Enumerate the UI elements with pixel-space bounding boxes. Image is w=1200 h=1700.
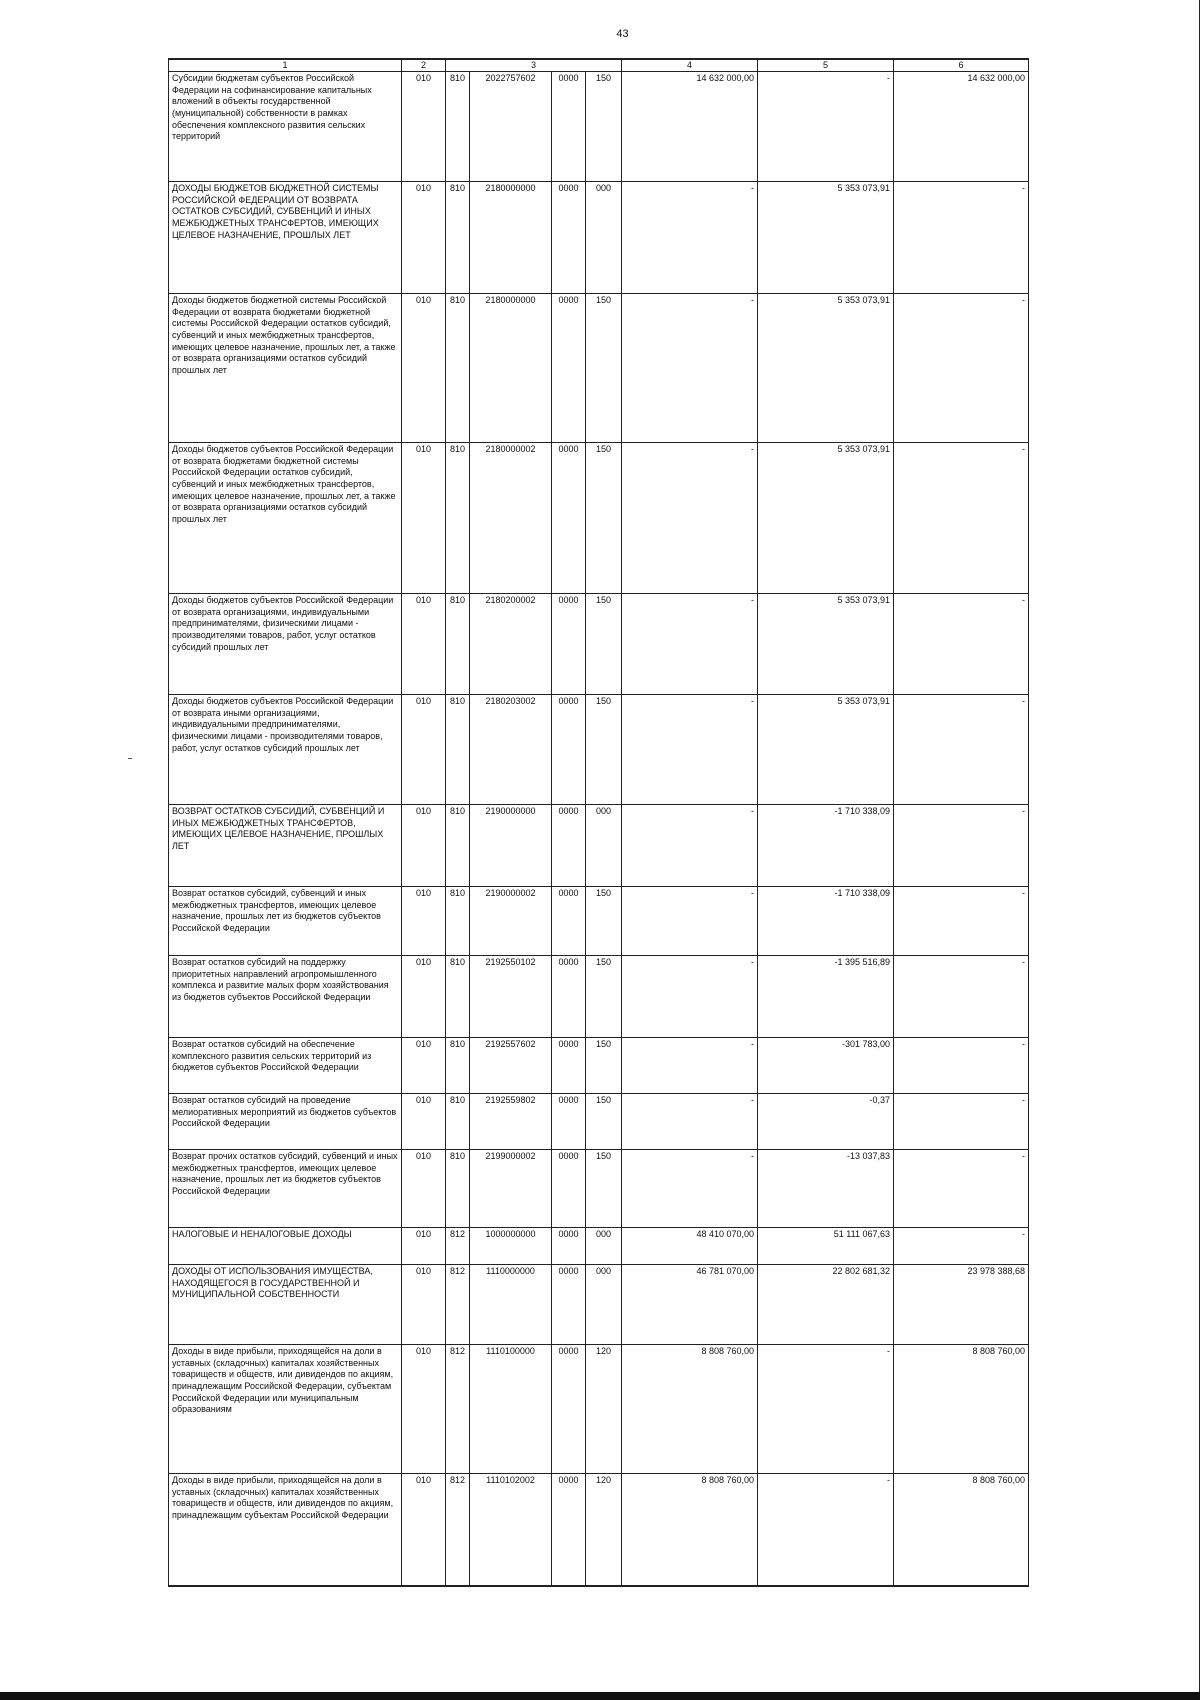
row-name: Возврат остатков субсидий на проведение мелиоративных мероприятий из бюджетов субъектов Российской Федерации bbox=[169, 1094, 402, 1150]
row-executed: 5 353 073,91 bbox=[758, 443, 894, 594]
row-kbk-code: 1110000000 bbox=[470, 1265, 552, 1345]
row-unexecuted: 23 978 388,68 bbox=[894, 1265, 1029, 1345]
row-name: ДОХОДЫ ОТ ИСПОЛЬЗОВАНИЯ ИМУЩЕСТВА, НАХОДЯЩЕГОСЯ В ГОСУДАРСТВЕННОЙ И МУНИЦИПАЛЬНОЙ СОБСТВЕННОСТИ bbox=[169, 1265, 402, 1345]
row-name: ДОХОДЫ БЮДЖЕТОВ БЮДЖЕТНОЙ СИСТЕМЫ РОССИЙСКОЙ ФЕДЕРАЦИИ ОТ ВОЗВРАТА ОСТАТКОВ СУБСИДИЙ, СУБВЕНЦИЙ И ИНЫХ МЕЖБЮДЖЕТНЫХ ТРАНСФЕРТОВ, ИМЕЮЩИХ ЦЕЛЕВОЕ НАЗНАЧЕНИЕ, ПРОШЛЫХ ЛЕТ bbox=[169, 182, 402, 294]
table-row bbox=[169, 72, 1029, 182]
scan-mark bbox=[128, 758, 132, 759]
table-row bbox=[169, 956, 1029, 1038]
row-approved: - bbox=[622, 887, 758, 956]
row-unexecuted: - bbox=[894, 443, 1029, 594]
row-executed: 5 353 073,91 bbox=[758, 294, 894, 443]
row-name: Доходы бюджетов субъектов Российской Федерации от возврата бюджетами бюджетной системы Российской Федерации остатков субсидий, субвенций и иных межбюджетных трансфертов, имеющих целевое назначение, прошлых лет, а также от возврата организациями остатков субсидий прошлых лет bbox=[169, 443, 402, 594]
row-executed: -1 395 516,89 bbox=[758, 956, 894, 1038]
row-name: НАЛОГОВЫЕ И НЕНАЛОГОВЫЕ ДОХОДЫ bbox=[169, 1228, 402, 1265]
row-admin-code: 810 bbox=[446, 1094, 470, 1150]
table-row bbox=[169, 1228, 1029, 1265]
row-program-code: 0000 bbox=[552, 887, 586, 956]
row-kbk-code: 1000000000 bbox=[470, 1228, 552, 1265]
row-admin-code: 810 bbox=[446, 1038, 470, 1094]
header-col-3: 3 bbox=[446, 59, 622, 72]
row-admin-code: 810 bbox=[446, 72, 470, 182]
row-program-code: 0000 bbox=[552, 1228, 586, 1265]
row-unexecuted: - bbox=[894, 182, 1029, 294]
row-type-code: 120 bbox=[586, 1474, 622, 1586]
row-approved: 14 632 000,00 bbox=[622, 72, 758, 182]
row-admin-code: 812 bbox=[446, 1265, 470, 1345]
row-program-code: 0000 bbox=[552, 1150, 586, 1228]
header-col-2: 2 bbox=[402, 59, 446, 72]
page-number: 43 bbox=[616, 28, 629, 40]
row-executed: 5 353 073,91 bbox=[758, 182, 894, 294]
row-program-code: 0000 bbox=[552, 1474, 586, 1586]
row-approved: - bbox=[622, 956, 758, 1038]
row-unexecuted: - bbox=[894, 887, 1029, 956]
row-admin-code: 810 bbox=[446, 294, 470, 443]
row-program-code: 0000 bbox=[552, 956, 586, 1038]
row-admin-code: 810 bbox=[446, 594, 470, 695]
row-unexecuted: - bbox=[894, 956, 1029, 1038]
row-approved: 8 808 760,00 bbox=[622, 1474, 758, 1586]
row-name: Доходы бюджетов субъектов Российской Федерации от возврата иными организациями, индивидуальными предпринимателями, физическими лицами - производителями товаров, работ, услуг остатков субсидий прошлых лет bbox=[169, 695, 402, 805]
row-approved: - bbox=[622, 1094, 758, 1150]
row-unexecuted: - bbox=[894, 1150, 1029, 1228]
row-unexecuted: 8 808 760,00 bbox=[894, 1474, 1029, 1586]
row-code: 010 bbox=[402, 887, 446, 956]
row-kbk-code: 2180000000 bbox=[470, 294, 552, 443]
table-row bbox=[169, 182, 1029, 294]
row-name: Возврат остатков субсидий на обеспечение комплексного развития сельских территорий из бюджетов субъектов Российской Федерации bbox=[169, 1038, 402, 1094]
row-program-code: 0000 bbox=[552, 594, 586, 695]
row-code: 010 bbox=[402, 72, 446, 182]
row-kbk-code: 2190000002 bbox=[470, 887, 552, 956]
row-unexecuted: 14 632 000,00 bbox=[894, 72, 1029, 182]
row-code: 010 bbox=[402, 594, 446, 695]
row-admin-code: 810 bbox=[446, 443, 470, 594]
row-executed: 5 353 073,91 bbox=[758, 695, 894, 805]
row-code: 010 bbox=[402, 1228, 446, 1265]
row-program-code: 0000 bbox=[552, 1094, 586, 1150]
row-kbk-code: 2192550102 bbox=[470, 956, 552, 1038]
row-program-code: 0000 bbox=[552, 805, 586, 887]
row-executed: -1 710 338,09 bbox=[758, 805, 894, 887]
row-type-code: 150 bbox=[586, 443, 622, 594]
row-code: 010 bbox=[402, 956, 446, 1038]
table-row bbox=[169, 1265, 1029, 1345]
row-executed: 51 111 067,63 bbox=[758, 1228, 894, 1265]
table-row bbox=[169, 887, 1029, 956]
row-unexecuted: - bbox=[894, 1228, 1029, 1265]
row-executed: -0,37 bbox=[758, 1094, 894, 1150]
row-approved: 48 410 070,00 bbox=[622, 1228, 758, 1265]
header-col-5: 5 bbox=[758, 59, 894, 72]
row-executed: -1 710 338,09 bbox=[758, 887, 894, 956]
row-program-code: 0000 bbox=[552, 1345, 586, 1474]
row-approved: - bbox=[622, 1038, 758, 1094]
row-type-code: 000 bbox=[586, 182, 622, 294]
row-name: Доходы в виде прибыли, приходящейся на доли в уставных (складочных) капиталах хозяйственных товариществ и обществ, или дивидендов по акциям, принадлежащим субъектам Российской Федерации bbox=[169, 1474, 402, 1586]
revenue-table bbox=[168, 58, 1029, 1587]
table-row bbox=[169, 1474, 1029, 1586]
row-admin-code: 810 bbox=[446, 1150, 470, 1228]
row-unexecuted: - bbox=[894, 1094, 1029, 1150]
row-program-code: 0000 bbox=[552, 1265, 586, 1345]
row-approved: 46 781 070,00 bbox=[622, 1265, 758, 1345]
row-approved: - bbox=[622, 182, 758, 294]
row-name: Возврат остатков субсидий на поддержку приоритетных направлений агропромышленного комплекса и развитие малых форм хозяйствования из бюджетов субъектов Российской Федерации bbox=[169, 956, 402, 1038]
row-admin-code: 810 bbox=[446, 887, 470, 956]
row-unexecuted: - bbox=[894, 294, 1029, 443]
row-approved: 8 808 760,00 bbox=[622, 1345, 758, 1474]
row-executed: - bbox=[758, 72, 894, 182]
table-row bbox=[169, 1038, 1029, 1094]
row-approved: - bbox=[622, 294, 758, 443]
row-kbk-code: 1110102002 bbox=[470, 1474, 552, 1586]
scan-edge-bottom bbox=[0, 1692, 1200, 1700]
row-admin-code: 810 bbox=[446, 956, 470, 1038]
row-name: Субсидии бюджетам субъектов Российской Федерации на софинансирование капитальных вложений в объекты государственной (муниципальной) собственности в рамках обеспечения комплексного развития сельских территорий bbox=[169, 72, 402, 182]
row-unexecuted: - bbox=[894, 805, 1029, 887]
row-type-code: 000 bbox=[586, 1228, 622, 1265]
row-name: ВОЗВРАТ ОСТАТКОВ СУБСИДИЙ, СУБВЕНЦИЙ И ИНЫХ МЕЖБЮДЖЕТНЫХ ТРАНСФЕРТОВ, ИМЕЮЩИХ ЦЕЛЕВОЕ НАЗНАЧЕНИЕ, ПРОШЛЫХ ЛЕТ bbox=[169, 805, 402, 887]
row-approved: - bbox=[622, 443, 758, 594]
row-code: 010 bbox=[402, 1150, 446, 1228]
row-program-code: 0000 bbox=[552, 72, 586, 182]
row-unexecuted: - bbox=[894, 594, 1029, 695]
table-row bbox=[169, 695, 1029, 805]
row-type-code: 150 bbox=[586, 1038, 622, 1094]
row-kbk-code: 2180000000 bbox=[470, 182, 552, 294]
row-code: 010 bbox=[402, 1265, 446, 1345]
row-type-code: 150 bbox=[586, 72, 622, 182]
row-program-code: 0000 bbox=[552, 1038, 586, 1094]
row-code: 010 bbox=[402, 182, 446, 294]
row-kbk-code: 2180200002 bbox=[470, 594, 552, 695]
header-row bbox=[169, 59, 1029, 72]
table-row bbox=[169, 594, 1029, 695]
row-program-code: 0000 bbox=[552, 182, 586, 294]
row-kbk-code: 2192559802 bbox=[470, 1094, 552, 1150]
row-admin-code: 810 bbox=[446, 805, 470, 887]
row-name: Возврат остатков субсидий, субвенций и иных межбюджетных трансфертов, имеющих целевое назначение, прошлых лет из бюджетов субъектов Российской Федерации bbox=[169, 887, 402, 956]
row-type-code: 150 bbox=[586, 294, 622, 443]
row-code: 010 bbox=[402, 1038, 446, 1094]
row-executed: -301 783,00 bbox=[758, 1038, 894, 1094]
row-unexecuted: - bbox=[894, 695, 1029, 805]
row-kbk-code: 2190000000 bbox=[470, 805, 552, 887]
row-program-code: 0000 bbox=[552, 443, 586, 594]
row-executed: - bbox=[758, 1474, 894, 1586]
row-kbk-code: 1110100000 bbox=[470, 1345, 552, 1474]
row-kbk-code: 2199000002 bbox=[470, 1150, 552, 1228]
row-type-code: 150 bbox=[586, 695, 622, 805]
row-unexecuted: - bbox=[894, 1038, 1029, 1094]
row-approved: - bbox=[622, 1150, 758, 1228]
table-row bbox=[169, 1150, 1029, 1228]
row-type-code: 000 bbox=[586, 805, 622, 887]
row-type-code: 150 bbox=[586, 594, 622, 695]
row-name: Возврат прочих остатков субсидий, субвенций и иных межбюджетных трансфертов, имеющих целевое назначение, прошлых лет из бюджетов субъектов Российской Федерации bbox=[169, 1150, 402, 1228]
row-program-code: 0000 bbox=[552, 695, 586, 805]
row-name: Доходы бюджетов субъектов Российской Федерации от возврата организациями, индивидуальными предпринимателями, физическими лицами - производителями товаров, работ, услуг остатков субсидий прошлых лет bbox=[169, 594, 402, 695]
row-executed: - bbox=[758, 1345, 894, 1474]
row-type-code: 000 bbox=[586, 1265, 622, 1345]
row-approved: - bbox=[622, 594, 758, 695]
header-col-6: 6 bbox=[894, 59, 1029, 72]
table-row bbox=[169, 805, 1029, 887]
row-type-code: 150 bbox=[586, 1094, 622, 1150]
row-code: 010 bbox=[402, 1345, 446, 1474]
row-code: 010 bbox=[402, 1474, 446, 1586]
row-approved: - bbox=[622, 805, 758, 887]
row-name: Доходы в виде прибыли, приходящейся на доли в уставных (складочных) капиталах хозяйственных товариществ и обществ, или дивидендов по акциям, принадлежащим Российской Федерации, субъектам Российской Федерации или муниципальным образованиям bbox=[169, 1345, 402, 1474]
row-kbk-code: 2192557602 bbox=[470, 1038, 552, 1094]
row-admin-code: 812 bbox=[446, 1474, 470, 1586]
row-admin-code: 812 bbox=[446, 1345, 470, 1474]
row-type-code: 150 bbox=[586, 956, 622, 1038]
row-code: 010 bbox=[402, 443, 446, 594]
row-type-code: 150 bbox=[586, 887, 622, 956]
row-type-code: 150 bbox=[586, 1150, 622, 1228]
table-row bbox=[169, 443, 1029, 594]
row-code: 010 bbox=[402, 805, 446, 887]
table-row bbox=[169, 1094, 1029, 1150]
row-kbk-code: 2180203002 bbox=[470, 695, 552, 805]
row-executed: 5 353 073,91 bbox=[758, 594, 894, 695]
row-admin-code: 812 bbox=[446, 1228, 470, 1265]
row-code: 010 bbox=[402, 695, 446, 805]
header-col-4: 4 bbox=[622, 59, 758, 72]
row-kbk-code: 2180000002 bbox=[470, 443, 552, 594]
row-kbk-code: 2022757602 bbox=[470, 72, 552, 182]
row-unexecuted: 8 808 760,00 bbox=[894, 1345, 1029, 1474]
row-admin-code: 810 bbox=[446, 695, 470, 805]
row-program-code: 0000 bbox=[552, 294, 586, 443]
row-code: 010 bbox=[402, 294, 446, 443]
row-code: 010 bbox=[402, 1094, 446, 1150]
row-type-code: 120 bbox=[586, 1345, 622, 1474]
row-executed: -13 037,83 bbox=[758, 1150, 894, 1228]
row-executed: 22 802 681,32 bbox=[758, 1265, 894, 1345]
header-col-1: 1 bbox=[169, 59, 402, 72]
row-name: Доходы бюджетов бюджетной системы Российской Федерации от возврата бюджетами бюджетной системы Российской Федерации остатков субсидий, субвенций и иных межбюджетных трансфертов, имеющих целевое назначение, прошлых лет, а также от возврата организациями остатков субсидий прошлых лет bbox=[169, 294, 402, 443]
table-row bbox=[169, 294, 1029, 443]
table-row bbox=[169, 1345, 1029, 1474]
row-approved: - bbox=[622, 695, 758, 805]
row-admin-code: 810 bbox=[446, 182, 470, 294]
